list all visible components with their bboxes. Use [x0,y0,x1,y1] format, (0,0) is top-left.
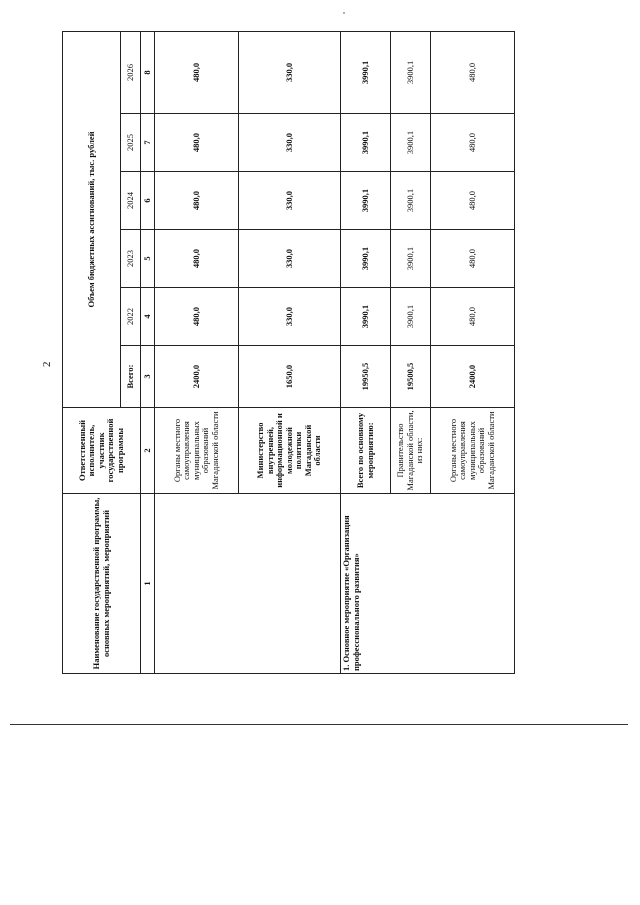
header-year: 2025 [121,114,141,172]
row-value: 480,0 [431,288,515,346]
row-total: 2400,0 [431,346,515,408]
page-divider [10,724,628,725]
header-total: Всего: [121,346,141,408]
budget-table [62,31,515,674]
table-row [155,31,239,673]
row-responsible: Министерство внутренней, информационной и молодежной политики Магаданской области [239,408,341,494]
column-number: 1 [141,494,155,674]
row-responsible: Органы местного самоуправления муниципальных образований Магаданской области [155,408,239,494]
table-row [341,31,391,673]
rotated-table-wrapper [62,31,515,674]
row-value: 3900,1 [391,31,431,113]
row-value: 3990,1 [341,114,391,172]
row-value: 3990,1 [341,172,391,230]
row-value: 330,0 [239,172,341,230]
row-value: 330,0 [239,288,341,346]
row-value: 3900,1 [391,172,431,230]
header-budget-group: Объем бюджетных ассигнований, тыс. рублей [63,31,121,407]
row-responsible: Правительство Магаданской области, из них: [391,408,431,494]
column-number: 5 [141,230,155,288]
column-number: 7 [141,114,155,172]
row-total: 19950,5 [341,346,391,408]
row-name-cell: 1. Основное мероприятие «Организация профессионального развития» [341,494,515,674]
row-value: 480,0 [431,172,515,230]
header-year: 2022 [121,288,141,346]
row-value: 480,0 [431,31,515,113]
row-value: 480,0 [155,288,239,346]
row-value: 3990,1 [341,31,391,113]
column-number: 3 [141,346,155,408]
header-responsible: Ответственный исполнитель, участник государственной программы [63,408,141,494]
row-value: 480,0 [155,31,239,113]
header-year: 2026 [121,31,141,113]
row-value: 480,0 [431,114,515,172]
column-number: 2 [141,408,155,494]
row-value: 330,0 [239,230,341,288]
row-responsible: Органы местного самоуправления муниципальных образований Магаданской области [431,408,515,494]
row-value: 480,0 [431,230,515,288]
row-value: 3990,1 [341,288,391,346]
row-value: 480,0 [155,230,239,288]
row-value: 480,0 [155,172,239,230]
page-number: 2 [41,361,53,367]
header-year: 2023 [121,230,141,288]
column-number: 8 [141,31,155,113]
row-name-cell [155,494,341,674]
row-total: 2400,0 [155,346,239,408]
column-number: 6 [141,172,155,230]
row-value: 3990,1 [341,230,391,288]
row-responsible: Всего по основному мероприятию: [341,408,391,494]
row-value: 330,0 [239,114,341,172]
column-number: 4 [141,288,155,346]
row-value: 480,0 [155,114,239,172]
row-value: 330,0 [239,31,341,113]
row-value: 3900,1 [391,288,431,346]
header-year: 2024 [121,172,141,230]
row-value: 3900,1 [391,230,431,288]
row-total: 19500,5 [391,346,431,408]
row-total: 1650,0 [239,346,341,408]
scan-speck [343,12,345,14]
row-value: 3900,1 [391,114,431,172]
header-name: Наименование государственной программы, основных мероприятий, мероприятий [63,494,141,674]
